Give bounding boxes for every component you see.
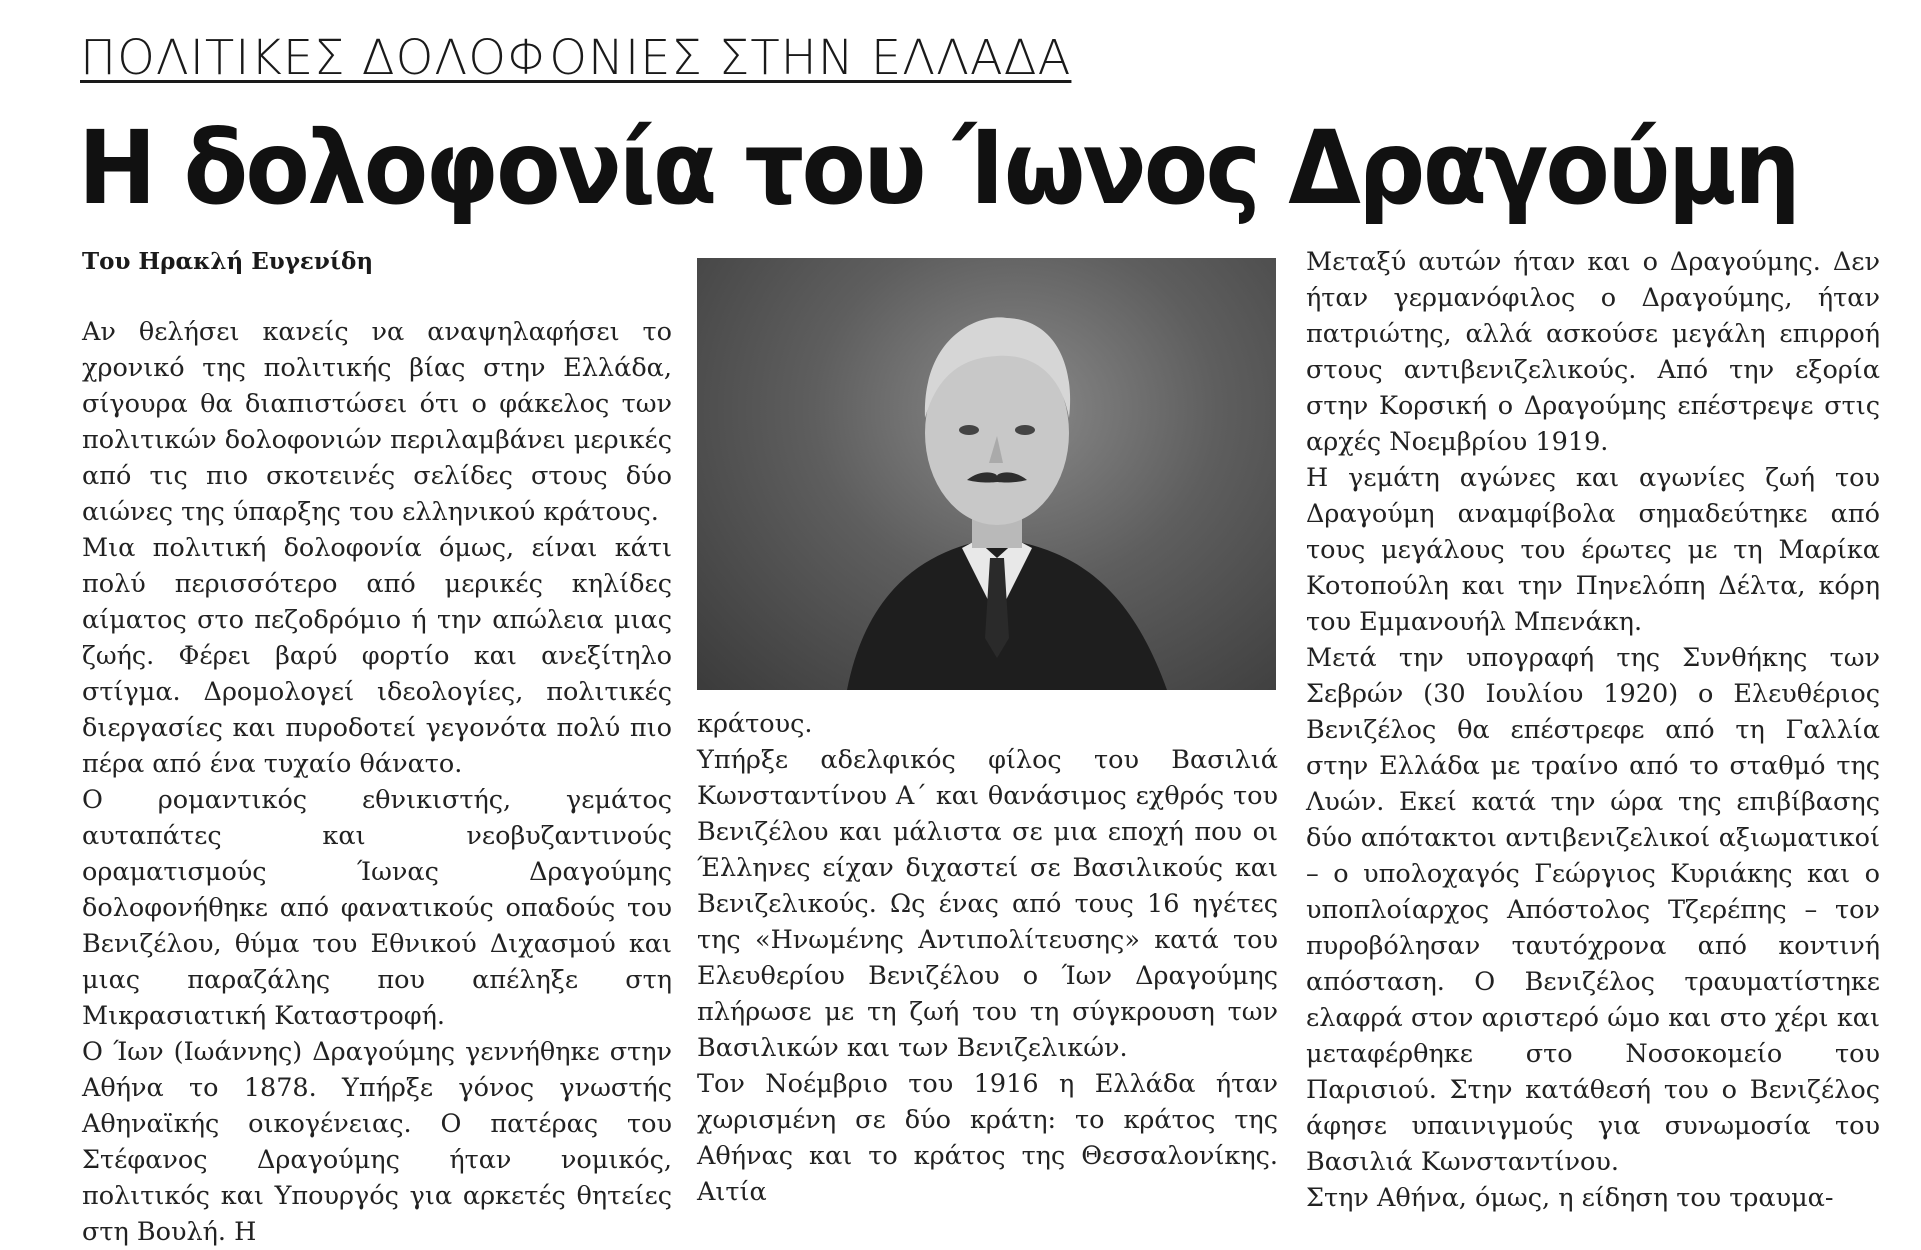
article-column-2 — [697, 706, 1278, 1207]
article-column-3 — [1306, 244, 1880, 1213]
paragraph: Υπήρξε αδελφικός φίλος του Βασιλιά Κωνσταντίνου Α΄ και θανάσιμος εχθρός του Βενιζέλου και μάλιστα σε μια εποχή που οι Έλληνες είχαν διχαστεί σε Βασιλικούς και Βενιζελικούς. Ως ένας από τους 16 ηγέτες της «Ηνωμένης Αντιπολίτευσης» κατά του Ελευθερίου Βενιζέλου ο Ίων Δραγούμης πλήρωσε με τη ζωή του τη σύγκρουση των Βασιλικών και των Βενιζελικών. — [697, 745, 1278, 1063]
paragraph: Ο Ίων (Ιωάννης) Δραγούμης γεννήθηκε στην Αθήνα το 1878. Υπήρξε γόνος γνωστής Αθηναϊκής οικογένειας. Ο πατέρας του Στέφανος Δραγούμης ήταν νομικός, πολιτικός και Υπουργός για αρκετές θητείες στη Βουλή. Η — [82, 1037, 672, 1247]
byline: Του Ηρακλή Ευγενίδη — [82, 248, 374, 275]
section-kicker: ΠΟΛΙΤΙΚΕΣ ΔΟΛΟΦΟΝΙΕΣ ΣΤΗΝ ΕΛΛΑΔΑ — [80, 30, 1072, 86]
paragraph: Μια πολιτική δολοφονία όμως, είναι κάτι πολύ περισσότερο από μερικές κηλίδες αίματος στο πεζοδρόμιο ή την απώλεια μιας ζωής. Φέρει βαρύ φορτίο και ανεξίτηλο στίγμα. Δρομολογεί ιδεολογίες, πολιτικές διεργασίες και πυροδοτεί γεγονότα πολύ πιο πέρα από ένα τυχαίο θάνατο. — [82, 533, 672, 779]
article-headline: Η δολοφονία του Ίωνος Δραγούμη — [78, 109, 1799, 228]
paragraph: Μεταξύ αυτών ήταν και ο Δραγούμης. Δεν ήταν γερμανόφιλος ο Δραγούμης, ήταν πατριώτης, αλλά ασκούσε μεγάλη επιρροή στους αντιβενιζελικούς. Από την εξορία στην Κορσική ο Δραγούμης επέστρεψε στις αρχές Νοεμβρίου 1919. — [1306, 247, 1880, 457]
paragraph: Ο ρομαντικός εθνικιστής, γεμάτος αυταπάτες και νεοβυζαντινούς οραματισμούς Ίωνας Δραγούμης δολοφονήθηκε από φανατικούς οπαδούς του Βενιζέλου, θύμα του Εθνικού Διχασμού και μιας παραζάλης που απέληξε στη Μικρασιατική Καταστροφή. — [82, 785, 672, 1031]
portrait-illustration — [697, 258, 1276, 690]
paragraph: κράτους. — [697, 709, 813, 739]
paragraph: Αν θελήσει κανείς να αναψηλαφήσει το χρονικό της πολιτικής βίας στην Ελλάδα, σίγουρα θα διαπιστώσει ότι ο φάκελος των πολιτικών δολοφονιών περιλαμβάνει μερικές από τις πιο σκοτεινές σελίδες στους δύο αιώνες της ύπαρξης του ελληνικού κράτους. — [82, 317, 672, 527]
paragraph: Η γεμάτη αγώνες και αγωνίες ζωή του Δραγούμη αναμφίβολα σημαδεύτηκε από τους μεγάλους του έρωτες με τη Μαρίκα Κοτοπούλη και την Πηνελόπη Δέλτα, κόρη του Εμμανουήλ Μπενάκη. — [1306, 463, 1880, 637]
paragraph: Στην Αθήνα, όμως, η είδηση του τραυμα- — [1306, 1183, 1834, 1213]
paragraph: Μετά την υπογραφή της Συνθήκης των Σεβρών (30 Ιουλίου 1920) ο Ελευθέριος Βενιζέλος θα επέστρεφε από τη Γαλλία στην Ελλάδα με τραίνο από το σταθμό της Λυών. Εκεί κατά την ώρα της επιβίβασης δύο απότακτοι αντιβενιζελικοί αξιωματικοί – ο υπολοχαγός Γεώργιος Κυριάκης και ο υποπλοίαρχος Απόστολος Τζερέπης – τον πυροβόλησαν ταυτόχρονα από κοντινή απόσταση. Ο Βενιζέλος τραυματίστηκε ελαφρά στον αριστερό ώμο και στο χέρι και μεταφέρθηκε στο Νοσοκομείο του Παρισιού. Στην κατάθεσή του ο Βενιζέλος άφησε υπαινιγμούς για συνωμοσία του Βασιλιά Κωνσταντίνου. — [1306, 643, 1880, 1177]
article-column-1 — [82, 314, 672, 1247]
paragraph: Τον Νοέμβριο του 1916 η Ελλάδα ήταν χωρισμένη σε δύο κράτη: το κράτος της Αθήνας και το κράτος της Θεσσαλονίκης. Αιτία — [697, 1069, 1278, 1207]
portrait-photo — [697, 258, 1276, 690]
